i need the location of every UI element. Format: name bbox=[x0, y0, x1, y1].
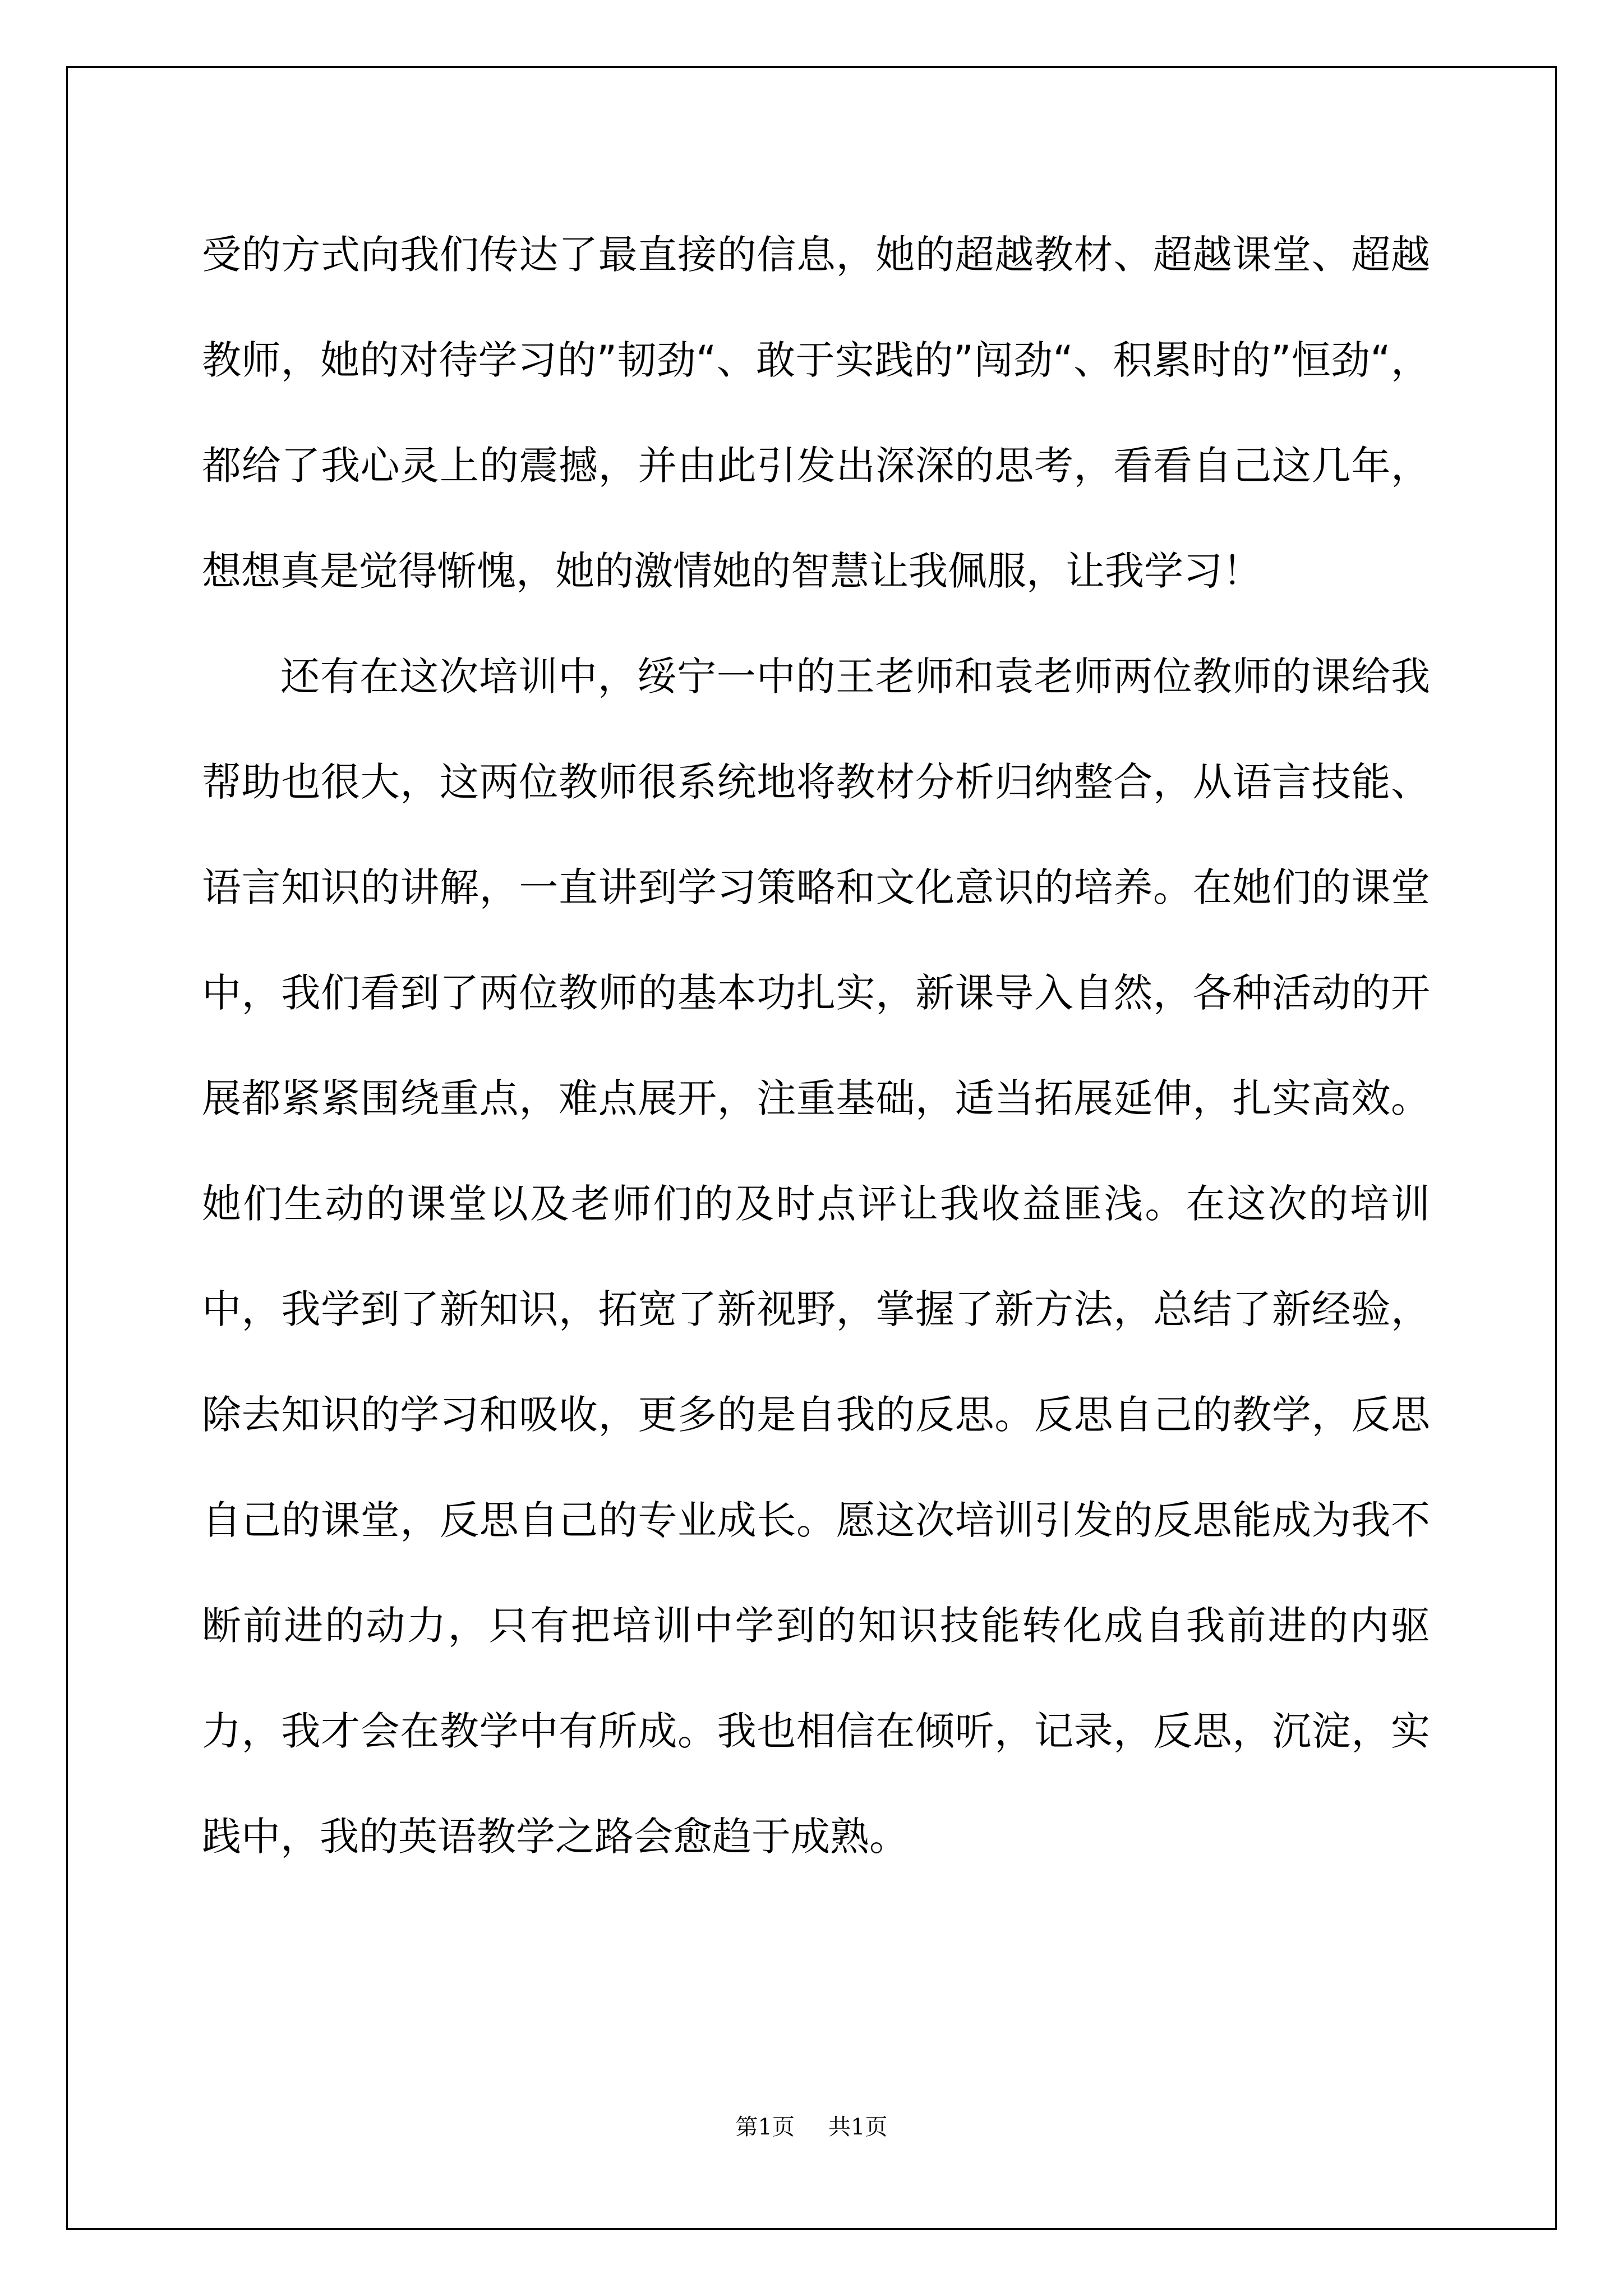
paragraph-continued: 受的方式向我们传达了最直接的信息，她的超越教材、超越课堂、超越教师，她的对待学习的”韧劲“、敢于实践的”闯劲“、积累时的”恒劲“，都给了我心灵上的震撼，并由此引发出深深的思考，看看自己这几年，想想真是觉得惭愧，她的激情她的智慧让我佩服，让我学习！ bbox=[202, 232, 1430, 594]
paragraph-training-reflection: 还有在这次培训中，绥宁一中的王老师和袁老师两位教师的课给我帮助也很大，这两位教师很系统地将教材分析归纳整合，从语言技能、语言知识的讲解，一直讲到学习策略和文化意识的培养。在她们的课堂中，我们看到了两位教师的基本功扎实，新课导入自然，各种活动的开展都紧紧围绕重点，难点展开，注重基础，适当拓展延伸，扎实高效。她们生动的课堂以及老师们的及时点评让我收益匪浅。在这次的培训中，我学到了新知识，拓宽了新视野，掌握了新方法，总结了新经验，除去知识的学习和吸收，更多的是自我的反思。反思自己的教学，反思自己的课堂，反思自己的专业成长。愿这次培训引发的反思能成为我不断前进的动力，只有把培训中学到的知识技能转化成自我前进的内驱力，我才会在教学中有所成。我也相信在倾听，记录，反思，沉淀，实践中，我的英语教学之路会愈趋于成熟。 bbox=[202, 654, 1430, 1860]
page-footer bbox=[0, 2109, 1623, 2141]
document-body bbox=[202, 202, 1430, 1889]
page-number: 第1页 bbox=[735, 2114, 795, 2140]
page-total: 共1页 bbox=[828, 2114, 888, 2140]
